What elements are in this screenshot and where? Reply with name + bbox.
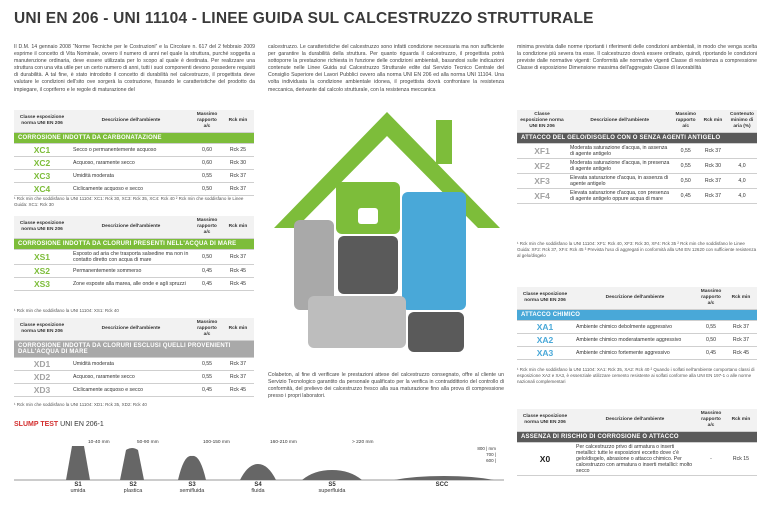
slump-test-title: SLUMP TEST UNI EN 206-1 xyxy=(14,421,104,428)
band-carbonation: CORROSIONE INDOTTA DA CARBONATAZIONE xyxy=(14,132,254,143)
chlorides-note: ¹ Rck min che soddisfano la UNI 11104: XD1: Rck 35, XD2: Rck 40 xyxy=(14,402,147,407)
slump-range-s4: 160-210 mm xyxy=(270,440,297,445)
table-row: XF2 Moderata saturazione d'acqua, in presenza di agente antigelo 0,55 Rck 30 4,0 xyxy=(517,158,757,173)
wall-dark-small xyxy=(408,312,464,352)
noattack-table xyxy=(517,409,757,476)
cone-s4 xyxy=(240,464,276,480)
slump-label-scc: SCC xyxy=(435,482,449,488)
seawater-note: ¹ Rck min che soddisfano la UNI 11104: XS1: Rck 40 xyxy=(14,308,119,313)
slump-range-s3: 100-150 mm xyxy=(203,440,230,445)
carbonation-note: ¹ Rck min che soddisfano la UNI 11104: XC1: Rck 30, XC3: Rck 35, XC4: Rck 40 ² Rck min che soddisfano le Linee Guida: XC1: Rck 30 xyxy=(14,196,244,207)
header-rck: Rck min xyxy=(699,110,727,132)
header-descr: Descrizione dell'ambiente xyxy=(70,318,192,340)
table-row: XF4 Elevata saturazione d'acqua, con presenza di agente antigelo oppure acqua di mare 0,45 Rck 37 4,0 xyxy=(517,188,757,203)
cone-scc xyxy=(394,476,494,480)
header-classe: Classe esposizione norma UNI EN 206 xyxy=(517,287,573,309)
header-rapporto: Massimo rapporto a/c xyxy=(192,318,222,340)
header-classe: Classe esposizione norma UNI EN 206 xyxy=(14,318,70,340)
seawater-table xyxy=(14,216,254,291)
wall-grey-bottom xyxy=(308,296,406,348)
cone-s1 xyxy=(66,446,90,480)
table-row: XA2 Ambiente chimico moderatamente aggressivo 0,50 Rck 37 xyxy=(517,333,757,346)
freeze-note: ¹ Rck min che soddisfano la UNI 11104: XF1: Rck 40, XF3: Rck 30, XF4: Rck 35 ² Rck min che soddisfano le Linee Guida: XF2: Rck 37, XF4: Rck 45 ³ Prevista l'uso di aggregati in conformità alla UNI EN 12620 con sufficiente resistenza al gelo/disgelo xyxy=(517,241,757,258)
header-classe: Classe esposizione norma UNI EN 206 xyxy=(517,110,567,132)
header-rck: Rck min xyxy=(222,110,254,132)
wall-blue xyxy=(402,192,466,310)
table-row: X0 Per calcestruzzo privo di armatura o inserti metallici: tutte le esposizioni eccetto dove c'è gelo/disgelo, abrasione o attacco chimico. Per calcestruzzo con armatura o inserti metallici: molto secco - Rck 15 xyxy=(517,442,757,475)
slump-label-s4: S4 fluida xyxy=(251,482,265,494)
slump-range-s5: > 220 mm xyxy=(352,440,374,445)
table-row: XD1 Umidità moderata 0,55 Rck 37 xyxy=(14,357,254,370)
band-chlorides: CORROSIONE INDOTTA DA CLORURI ESCLUSI QUELLI PROVENIENTI DALL'ACQUA DI MARE xyxy=(14,340,254,357)
table-row: XS1 Esposto ad aria che trasporta salsedine ma non in contatto diretto con acqua di mare 0,50 Rck 37 xyxy=(14,249,254,264)
colabeton-text: Colabeton, al fine di verificare le prestazioni attese del calcestruzzo consegnato, offre al cliente un Servizio Tecnologico garantito da personale qualificato per la verifica in contraddittorio del controllo di conformità, del prelievo dei calcestruzzo fresco alla sua maturazione fino alla prova di compressione presso i propri laboratori. xyxy=(268,372,504,400)
header-rapporto: Massimo rapporto a/c xyxy=(697,287,725,309)
header-descr: Descrizione dell'ambiente xyxy=(70,110,192,132)
header-rapporto: Massimo rapporto a/c xyxy=(192,110,222,132)
band-chemical: ATTACCO CHIMICO xyxy=(517,309,757,320)
table-row: XC4 Ciclicamente acquoso e secco 0,50 Rck 37 xyxy=(14,182,254,195)
cone-s3 xyxy=(178,456,206,480)
header-classe: Classe esposizione norma UNI EN 206 xyxy=(14,216,70,238)
cone-s5 xyxy=(302,470,362,480)
header-descr: Descrizione dell'ambiente xyxy=(70,216,192,238)
table-row: XF3 Elevata saturazione d'acqua, in assenza di agente antigelo 0,50 Rck 37 4,0 xyxy=(517,173,757,188)
slump-label-s2: S2 plastica xyxy=(123,482,143,494)
band-freeze: ATTACCO DEL GELO/DISGELO CON O SENZA AGENTI ANTIGELO xyxy=(517,132,757,143)
slump-label-s5: S5 superfluida xyxy=(318,482,346,494)
slump-range-s2: 50-90 mm xyxy=(137,440,159,445)
intro-column-1: Il D.M. 14 gennaio 2008 “Norme Tecniche per le Costruzioni” e la Circolare n. 617 del 2 febbraio 2009 esprime il concetto di Vita Nominale, ovvero il numero di anni nel quale la struttura, purché soggetta a manutenzione ordinaria, deve essere utilizzata per lo scopo al quale è destinata. Per realizzare una struttura con una vita utile per un certo numero di anni, tutti i suoi componenti devono possedere requisiti di durabilità. A tal fine, è stato introdotto il concetto di durabilità nel calcestruzzo, il progettista deve valutare le condizioni dell'sito ove sorgerà la costruzione, fissando le caratteristiche del prodotto da impiegare, il copriferro e le regole di maturazione del xyxy=(14,44,255,93)
table-row: XA1 Ambiente chimico debolmente aggressivo 0,55 Rck 37 xyxy=(517,320,757,333)
header-classe: Classe esposizione norma UNI EN 206 xyxy=(517,409,573,431)
table-row: XS3 Zone esposte alla marea, alle onde e agli spruzzi 0,45 Rck 45 xyxy=(14,277,254,290)
header-rck: Rck min xyxy=(725,287,757,309)
slump-label-s3: S3 semifluida xyxy=(179,482,205,494)
intro-column-3: minima prevista dalle norme riportanti i riferimenti delle condizioni ambientali, in modo che venga scelta la condizione più severa tra esse. Il calcestruzzo dovrà essere ordinato, quindi, riportando le condizioni previste dalle normative vigenti: Conformità alle normative vigenti Classe di resistenza a compressione Classe di esposizione Dimensione massima dell'aggregato Classe di lavorabilità xyxy=(517,44,757,72)
header-rapporto: Massimo rapporto a/c xyxy=(697,409,725,431)
scc-values: 800 | mm 700 | 600 | xyxy=(477,446,496,463)
table-row: XC1 Secco o permanentemente acquoso 0,60 Rck 25 xyxy=(14,143,254,156)
table-row: XC3 Umidità moderata 0,55 Rck 37 xyxy=(14,169,254,182)
table-row: XC2 Acquoso, raramente secco 0,60 Rck 30 xyxy=(14,156,254,169)
carbonation-table xyxy=(14,110,254,196)
house-logo-graphic xyxy=(268,108,506,358)
chlorides-table xyxy=(14,318,254,397)
page-title: UNI EN 206 - UNI 11104 - LINEE GUIDA SUL CALCESTRUZZO STRUTTURALE xyxy=(14,10,594,27)
intro-column-2: calcestruzzo. Le caratteristiche del calcestruzzo sono infatti condizione necessaria ma non sufficiente per garantire la durabilità della struttura. Per quanto riguarda il calcestruzzo, il progettista potrà sottoporre la prestazione richiesta in funzione delle condizioni ambientali, basandosi sulle indicazioni contenute nelle Linee Guida sul Calcestruzzo Strutturale edite dal Servizio Tecnico Centrale del Consiglio Superiore dei Lavori Pubblici ovvero alla norma UNI EN 206 ed alla norma UNI 11104. Una volta individuata la condizione ambientale idonea, il progettista dovrà confrontare la resistenza meccanica, derivante dal calcolo strutturale, con la resistenza meccanica xyxy=(268,44,504,93)
header-aria: Contenuto minimo di aria (%) xyxy=(727,110,757,132)
header-rapporto: Massimo rapporto a/c xyxy=(192,216,222,238)
header-descr: Descrizione dell'ambiente xyxy=(573,409,697,431)
slump-range-s1: 10-40 mm xyxy=(88,440,110,445)
header-descr: Descrizione dell'ambiente xyxy=(567,110,672,132)
wall-dark xyxy=(338,236,398,294)
header-classe: Classe esposizione norma UNI EN 206 xyxy=(14,110,70,132)
header-rck: Rck min xyxy=(725,409,757,431)
table-row: XF1 Moderata saturazione d'acqua, in assenza di agente antigelo 0,55 Rck 37 xyxy=(517,143,757,158)
table-row: XD2 Acquoso, raramente secco 0,55 Rck 37 xyxy=(14,370,254,383)
header-rck: Rck min xyxy=(222,216,254,238)
window-white xyxy=(358,208,378,224)
header-descr: Descrizione dell'ambiente xyxy=(573,287,697,309)
chimney xyxy=(436,120,452,164)
band-seawater: CORROSIONE INDOTTA DA CLORURI PRESENTI NELL'ACQUA DI MARE xyxy=(14,238,254,249)
header-rapporto: Massimo rapporto a/c xyxy=(672,110,699,132)
cone-s2 xyxy=(120,448,144,480)
chemical-note: ¹ Rck min che soddisfano la UNI 11104: XA1: Rck 35, XA2: Rck 40 ² Quando i solfati nell'ambiente comportano classi di esposizione XA2 e XA3, è essenziale utilizzare cemento resistente ai solfati conforme alla UNI EN 197-1 o alle norme nazionali complementari xyxy=(517,367,755,384)
chemical-table xyxy=(517,287,757,360)
header-rck: Rck min xyxy=(222,318,254,340)
table-row: XS2 Permanentemente sommerso 0,45 Rck 45 xyxy=(14,264,254,277)
table-row: XD3 Ciclicamente acquoso e secco 0,45 Rck 45 xyxy=(14,383,254,396)
slump-label-s1: S1 umida xyxy=(70,482,86,494)
band-noattack: ASSENZA DI RISCHIO DI CORROSIONE O ATTACCO xyxy=(517,431,757,442)
freeze-table xyxy=(517,110,757,204)
table-row: XA3 Ambiente chimico fortemente aggressivo 0,45 Rck 45 xyxy=(517,346,757,359)
